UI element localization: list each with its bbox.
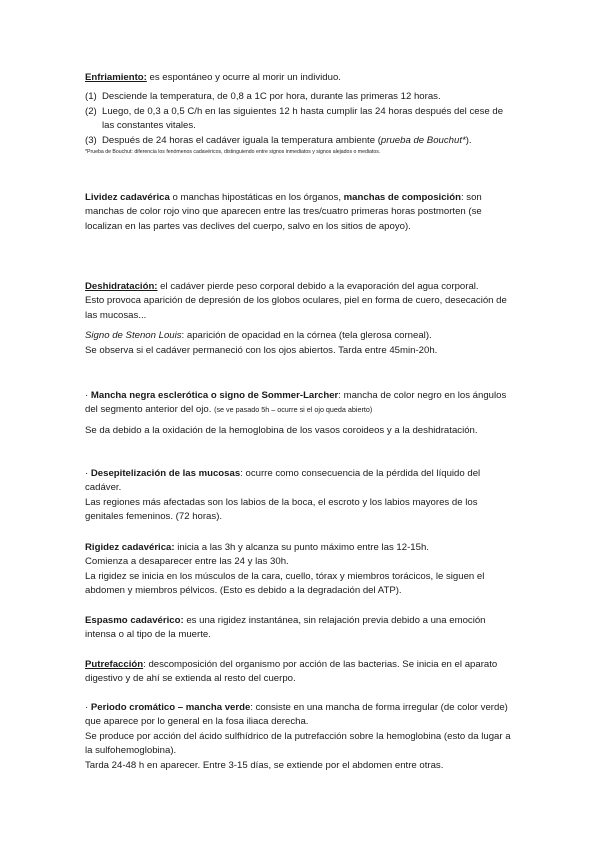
espasmo-text: es una rigidez instantánea, sin relajación previa debido a una emoción intensa o al tipo de la muerte. bbox=[85, 615, 486, 641]
section-desepitelizacion bbox=[85, 467, 515, 525]
bullet: · bbox=[85, 702, 91, 713]
desepitelizacion-title: Desepitelización de las mucosas bbox=[90, 468, 241, 479]
deshidratacion-intro: el cadáver pierde peso corporal debido a la evaporación del agua corporal. bbox=[157, 281, 479, 292]
section-periodo-cromatico bbox=[85, 701, 515, 773]
list-item-text-end: ). bbox=[465, 134, 472, 146]
espasmo-paragraph bbox=[85, 614, 515, 643]
list-item-text: Desciende la temperatura, de 0,8 a 1C por hora, durante las primeras 12 horas. bbox=[102, 91, 441, 103]
deshidratacion-line: Esto provoca aparición de depresión de los globos oculares, piel en forma de cuero, desecación de las mucosas... bbox=[85, 295, 507, 321]
espasmo-title: Espasmo cadavérico: bbox=[85, 615, 184, 626]
periodo-text: : consiste en una mancha de forma irregular (de color verde) que aparece por lo general en la fosa iliaca derecha. bbox=[85, 702, 508, 728]
periodo-paragraph bbox=[85, 701, 515, 730]
periodo-line: Se produce por acción del ácido sulfhídrico de la putrefacción sobre la hemoglobina (esto da lugar a la sulfohemoglobina). bbox=[85, 730, 511, 757]
section-mancha-negra bbox=[85, 389, 515, 438]
rigidez-title: Rigidez cadavérica: bbox=[85, 542, 175, 553]
rigidez-text: inicia a las 3h y alcanza su punto máximo entre las 12-15h. bbox=[174, 542, 429, 553]
rigidez-line: La rigidez se inicia en los músculos de la cara, cuello, tórax y miembros torácicos, le siguen el abdomen y miembros pélvicos. (Esto es debido a la degradación del ATP). bbox=[85, 570, 485, 597]
stenon-paragraph bbox=[85, 329, 515, 343]
manchas-composicion-title: manchas de composición bbox=[343, 192, 461, 203]
bullet: · bbox=[85, 468, 91, 479]
list-item bbox=[85, 134, 515, 148]
putrefaccion-paragraph bbox=[85, 658, 515, 687]
desepitelizacion-text: : ocurre como consecuencia de la pérdida del líquido del cadáver. bbox=[85, 468, 481, 494]
desepitelizacion-paragraph bbox=[85, 467, 515, 496]
list-item-number: (2) bbox=[85, 105, 97, 117]
lividez-text: o manchas hipostáticas en los órganos, bbox=[169, 192, 344, 203]
bouchut-test-name: prueba de Bouchut* bbox=[380, 134, 466, 146]
deshidratacion-title: Deshidratación: bbox=[85, 281, 158, 292]
list-item-text: Después de 24 horas el cadáver iguala la temperatura ambiente ( bbox=[102, 134, 381, 146]
putrefaccion-text: : descomposición del organismo por acción de las bacterias. Se inicia en el aparato digestivo y de ahí se extienda al resto del cuerpo. bbox=[85, 659, 498, 685]
periodo-title: Periodo cromático – mancha verde bbox=[90, 702, 251, 713]
desepitelizacion-line: Las regiones más afectadas son los labios de la boca, el escroto y los labios mayores de los genitales femeninos. (72 horas). bbox=[85, 496, 478, 523]
section-rigidez bbox=[85, 541, 515, 599]
lividez-paragraph bbox=[85, 191, 515, 234]
enfriamiento-title: Enfriamiento: bbox=[85, 72, 147, 83]
stenon-text: : aparición de opacidad en la córnea (tela glerosa corneal). bbox=[181, 330, 432, 342]
stenon-title: Signo de Stenon Louis bbox=[85, 330, 182, 342]
enfriamiento-footnote: *Prueba de Bouchut: diferencia los fenómenos cadavéricos, distinguiendo entre signos inmediatos y signos alejados o mediatos. bbox=[85, 149, 381, 156]
lividez-title: Lividez cadavérica bbox=[85, 192, 170, 203]
section-lividez bbox=[85, 191, 515, 234]
enfriamiento-heading-line bbox=[85, 71, 515, 85]
stenon-line: Se observa si el cadáver permaneció con los ojos abiertos. Tarda entre 45min-20h. bbox=[85, 344, 438, 356]
section-putrefaccion bbox=[85, 658, 515, 687]
list-item bbox=[85, 90, 515, 104]
section-deshidratacion bbox=[85, 280, 515, 358]
lividez-text-continued: : son manchas de color rojo vino que aparecen entre las tres/cuatro primeras horas postmorten (se localizan en las partes vas declives del cuerpo, salvo en los sitios de apoyo). bbox=[85, 192, 482, 232]
section-enfriamiento bbox=[85, 71, 515, 156]
mancha-negra-note: (se ve pasado 5h – ocurre si el ojo queda abierto) bbox=[214, 405, 373, 415]
deshidratacion-paragraph bbox=[85, 280, 515, 294]
mancha-negra-line: Se da debido a la oxidación de la hemoglobina de los vasos coroideos y a la deshidratación. bbox=[85, 424, 478, 436]
enfriamiento-list bbox=[85, 90, 515, 148]
rigidez-line: Comienza a desaparecer entre las 24 y las 30h. bbox=[85, 556, 289, 568]
bullet: · bbox=[85, 390, 91, 401]
mancha-negra-text: : mancha de color negro en los ángulos del segmento anterior del ojo. bbox=[85, 390, 507, 416]
list-item bbox=[85, 105, 515, 134]
list-item-text: Luego, de 0,3 a 0,5 C/h en las siguientes 12 h hasta cumplir las 24 horas después del cese de las constantes vitales. bbox=[102, 105, 504, 132]
mancha-negra-paragraph bbox=[85, 389, 515, 418]
list-item-number: (1) bbox=[85, 91, 97, 103]
enfriamiento-intro: es espontáneo y ocurre al morir un individuo. bbox=[146, 72, 341, 83]
mancha-negra-title: Mancha negra esclerótica o signo de Sommer-Larcher bbox=[90, 390, 339, 401]
section-espasmo bbox=[85, 614, 515, 643]
list-item-number: (3) bbox=[85, 134, 97, 146]
putrefaccion-title: Putrefacción bbox=[85, 659, 144, 670]
rigidez-paragraph bbox=[85, 541, 515, 555]
periodo-line: Tarda 24-48 h en aparecer. Entre 3-15 días, se extiende por el abdomen entre otras. bbox=[85, 759, 444, 771]
